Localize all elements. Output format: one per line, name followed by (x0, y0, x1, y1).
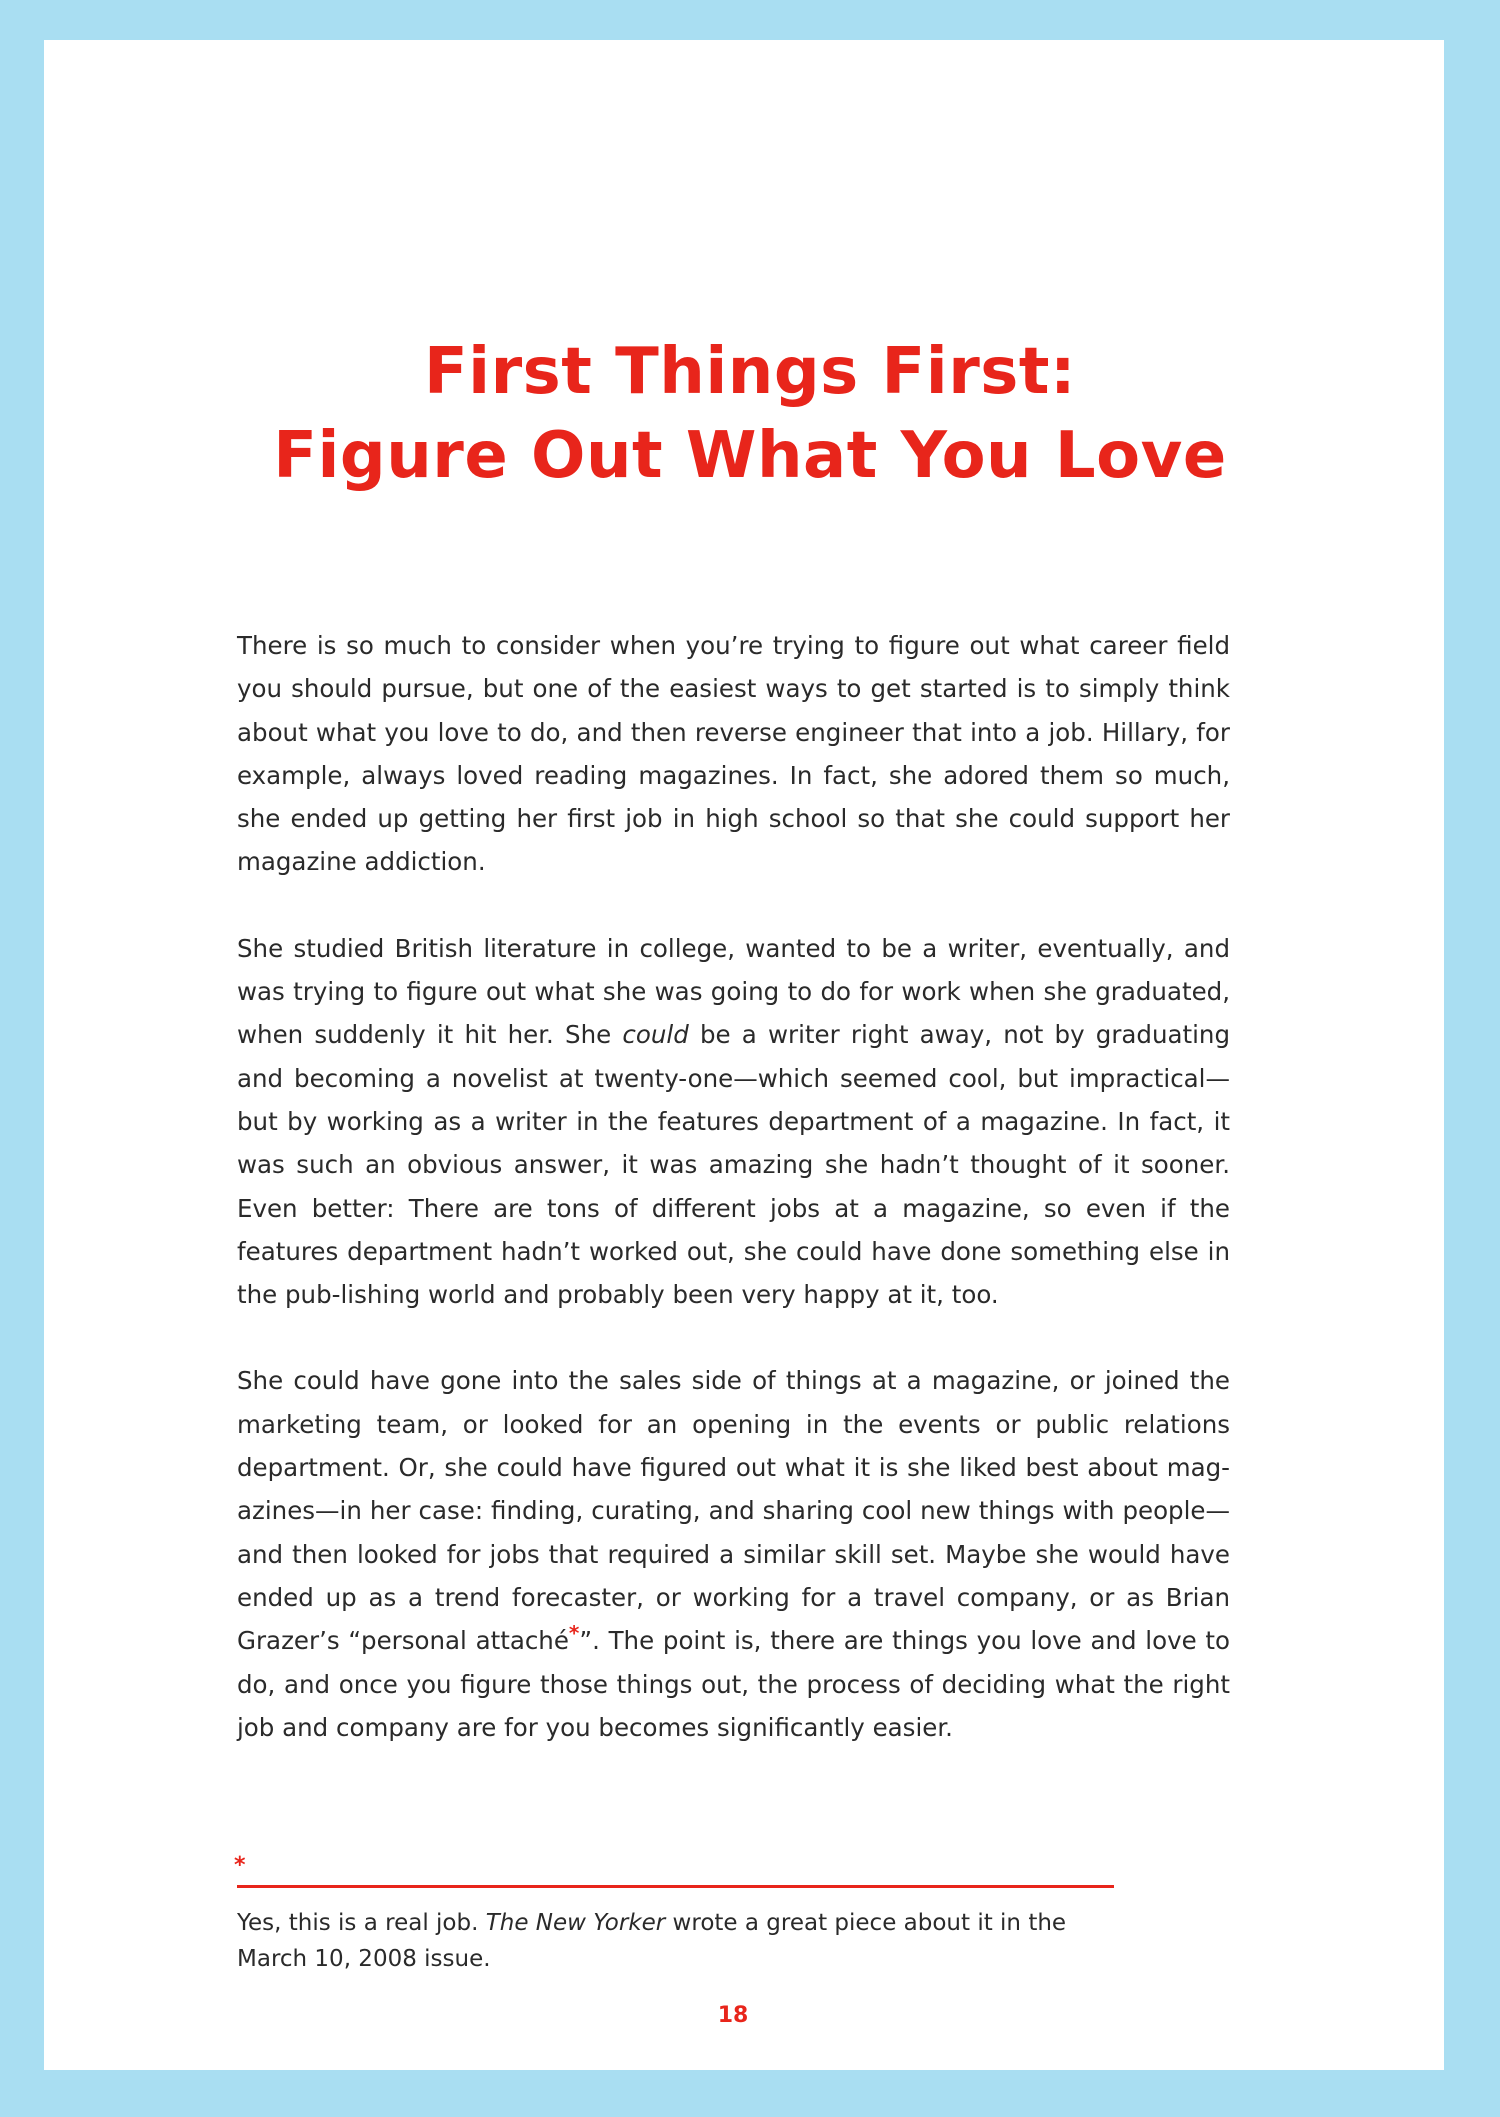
paragraph-2-text-a: She studied British literature in college, wanted to be a writer, eventually, and was trying to figure out what she was going to do for work when she graduated, when suddenly it hit her. She (237, 933, 1230, 1050)
paragraph-1 (237, 624, 1230, 884)
title-line-2: Figure Out What You Love (273, 419, 1227, 493)
paragraph-1-text: There is so much to consider when you’re trying to figure out what career field you should pursue, but one of the easiest ways to get started is to simply think about what you love to do, and then reverse engineer that into a job. Hillary, for example, always loved reading magazines. In fact, she adored them so much, she ended up getting her first job in high school so that she could support her magazine addiction. (237, 631, 1230, 877)
title-line-1: First Things First: (423, 335, 1077, 409)
footnote-text (237, 1905, 1137, 1977)
paragraph-3-text-a: She could have gone into the sales side of things at a magazine, or joined the marketing team, or looked for an opening in the events or public relations department. Or, she could have figured out what it is she liked best about mag-azines—in her case: finding, curating, and sharing cool new things with people—and then looked for jobs that required a similar skill set. Maybe she would have ended up as a trend forecaster, or working for a travel company, or as Brian Grazer’s “personal attaché (237, 1366, 1230, 1656)
footnote-text-a: Yes, this is a real job. (237, 1910, 486, 1936)
footnote-marker: * (234, 1853, 246, 1878)
footnote-reference[interactable]: * (568, 1621, 580, 1646)
paragraph-3-text-b: ”. The point is, there are things you love and love to do, and once you figure those things out, the process of deciding what the right job and company are for you becomes significantly easier. (237, 1626, 1230, 1742)
page-title (0, 330, 1500, 498)
footnote-publication: The New Yorker (485, 1910, 666, 1936)
paragraph-3 (237, 1359, 1230, 1749)
body-text (237, 624, 1230, 1749)
footnote-divider (237, 1885, 1114, 1888)
footnote-text-b: wrote a great piece about it in the March 10, 2008 issue. (237, 1910, 1067, 1972)
page-number: 18 (717, 2003, 749, 2028)
paragraph-2-emphasis: could (622, 1020, 689, 1050)
paragraph-2-text-b: be a writer right away, not by graduating and becoming a novelist at twenty-one—which seemed cool, but impractical—but by working as a writer in the features department of a magazine. In fact, it was such an obvious answer, it was amazing she hadn’t thought of it sooner. Even better: There are tons of different jobs at a magazine, so even if the features department hadn’t worked out, she could have done something else in the pub-lishing world and probably been very happy at it, too. (237, 1020, 1230, 1310)
paragraph-2 (237, 927, 1230, 1317)
